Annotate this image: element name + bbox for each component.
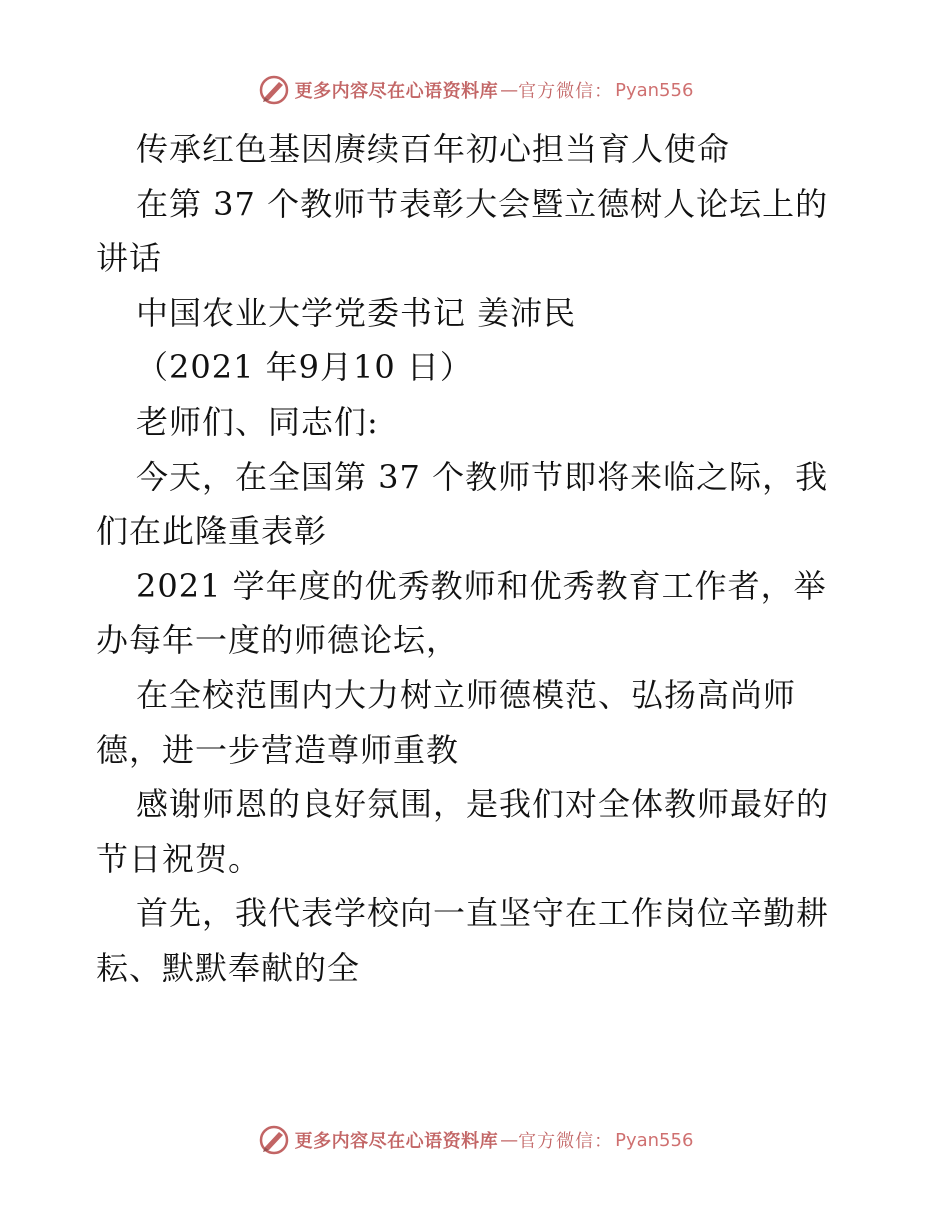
watermark-dash: — <box>500 1129 517 1151</box>
body-paragraph: 2021 学年度的优秀教师和优秀教育工作者，举办每年一度的师德论坛， <box>96 566 827 660</box>
document-date: （2021 年9月10 日） <box>136 348 473 387</box>
watermark-id: Pyan556 <box>615 79 694 101</box>
body-paragraph: 在全校范围内大力树立师德模范、弘扬高尚师德，进一步营造尊师重教 <box>96 675 797 769</box>
document-subtitle: 在第 37 个教师节表彰大会暨立德树人论坛上的讲话 <box>96 184 829 278</box>
body-paragraph: 今天，在全国第 37 个教师节即将来临之际，我们在此隆重表彰 <box>96 457 829 551</box>
document-salutation: 老师们、同志们: <box>136 402 379 441</box>
watermark-id: Pyan556 <box>615 1129 694 1151</box>
watermark-label: 官方微信： <box>518 81 614 102</box>
document-author: 中国农业大学党委书记 姜沛民 <box>136 293 577 332</box>
watermark-name: 更多内容尽在心语资料库 <box>294 81 499 102</box>
body-paragraph: 首先，我代表学校向一直坚守在工作岗位辛勤耕耘、默默奉献的全 <box>96 894 830 987</box>
logo-icon <box>257 73 291 107</box>
body-paragraph: 感谢师恩的良好氛围，是我们对全体教师最好的节日祝贺。 <box>96 785 830 878</box>
watermark-header <box>0 70 950 110</box>
document-body <box>96 122 856 996</box>
watermark-footer <box>0 1120 950 1160</box>
logo-icon <box>257 1123 291 1157</box>
watermark-label: 官方微信： <box>518 1131 614 1152</box>
document-title: 传承红色基因赓续百年初心担当育人使命 <box>136 130 731 168</box>
watermark-name: 更多内容尽在心语资料库 <box>294 1131 499 1152</box>
watermark-dash: — <box>500 79 517 101</box>
